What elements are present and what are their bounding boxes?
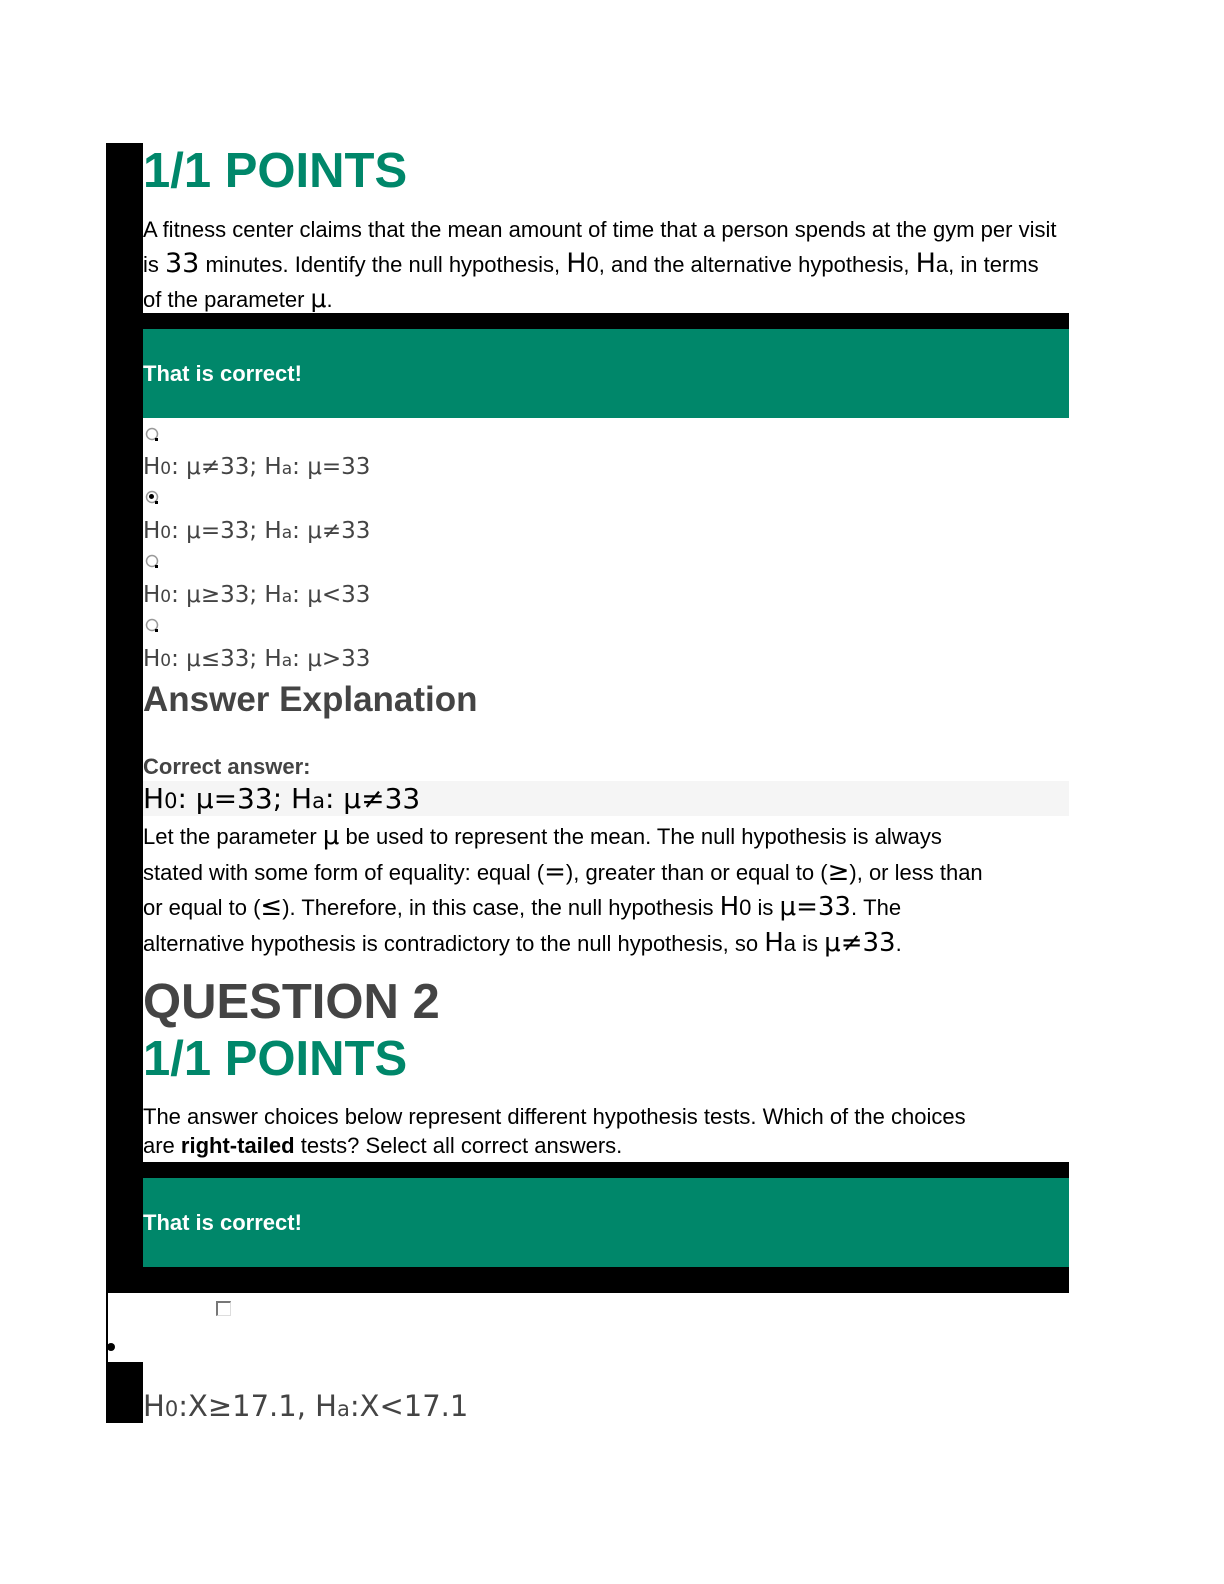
ha-symbol: H xyxy=(915,248,936,279)
divider-bar xyxy=(143,1162,1069,1178)
explanation-text xyxy=(143,819,1063,961)
radio-unchecked-icon xyxy=(145,618,159,632)
q2-option-label-1[interactable]: H0:X≥17.1, Ha:X<17.1 xyxy=(143,1389,469,1423)
q2-heading: QUESTION 2 xyxy=(143,975,440,1029)
prompt-text: minutes. Identify the null hypothesis, xyxy=(199,252,567,277)
h0-subscript: 0 xyxy=(586,252,599,277)
explanation-line: or equal to (≤). Therefore, in this case, the null hypothesis H0 is μ=33. The xyxy=(143,892,902,922)
left-accent-block xyxy=(106,1362,143,1423)
option-label-3[interactable]: H0: μ≥33; Ha: μ<33 xyxy=(143,582,371,608)
option-label-1[interactable]: H0: μ≠33; Ha: μ=33 xyxy=(143,454,371,480)
prompt-value: 33 xyxy=(165,248,200,279)
left-rule xyxy=(106,1293,108,1363)
q2-points: 1/1 POINTS xyxy=(143,1032,408,1086)
mu-symbol: μ xyxy=(310,284,327,313)
explanation-line: stated with some form of equality: equal (=), greater than or equal to (≥), or less than xyxy=(143,856,983,887)
prompt-text: A fitness center claims that the mean amount of time that a person spends at the gym per visit is xyxy=(143,217,1057,277)
answer-explanation-title: Answer Explanation xyxy=(143,680,478,719)
ha-subscript: a xyxy=(935,252,949,277)
radio-checked-icon xyxy=(145,490,159,504)
explanation-line: Let the parameter μ be used to represent the mean. The null hypothesis is always xyxy=(143,821,942,851)
left-accent-bar xyxy=(106,143,143,1293)
q2-feedback-banner xyxy=(143,1178,1069,1267)
radio-option-3[interactable] xyxy=(145,554,159,568)
q1-prompt xyxy=(143,213,1063,317)
bullet-icon xyxy=(107,1343,115,1351)
q2-prompt xyxy=(143,1102,1063,1160)
q1-feedback-banner xyxy=(143,329,1069,418)
correct-answer-box: H0: μ=33; Ha: μ≠33 xyxy=(143,781,1069,816)
divider-bar xyxy=(106,1265,1069,1293)
radio-option-4[interactable] xyxy=(145,618,159,632)
prompt-text: The answer choices below represent different hypothesis tests. Which of the choices xyxy=(143,1104,966,1129)
prompt-text: , in terms of the parameter xyxy=(143,252,1039,312)
q1-points: 1/1 POINTS xyxy=(143,144,408,198)
checkbox-option-1[interactable] xyxy=(216,1301,231,1316)
feedback-text: That is correct! xyxy=(143,360,302,386)
option-label-4[interactable]: H0: μ≤33; Ha: μ>33 xyxy=(143,646,371,672)
prompt-emphasis: right-tailed xyxy=(180,1133,295,1158)
radio-unchecked-icon xyxy=(145,427,159,441)
prompt-text: , and the alternative hypothesis, xyxy=(598,252,916,277)
feedback-text: That is correct! xyxy=(143,1209,302,1235)
radio-unchecked-icon xyxy=(145,554,159,568)
explanation-line: alternative hypothesis is contradictory to the null hypothesis, so Ha is μ≠33. xyxy=(143,927,902,958)
correct-answer-label: Correct answer: xyxy=(143,754,311,779)
prompt-text: are right-tailed tests? Select all correct answers. xyxy=(143,1133,623,1158)
h0-symbol: H xyxy=(566,248,587,279)
option-label-2[interactable]: H0: μ=33; Ha: μ≠33 xyxy=(143,518,371,544)
radio-option-2[interactable] xyxy=(145,490,159,504)
radio-option-1[interactable] xyxy=(145,427,159,441)
prompt-text: . xyxy=(326,287,333,312)
